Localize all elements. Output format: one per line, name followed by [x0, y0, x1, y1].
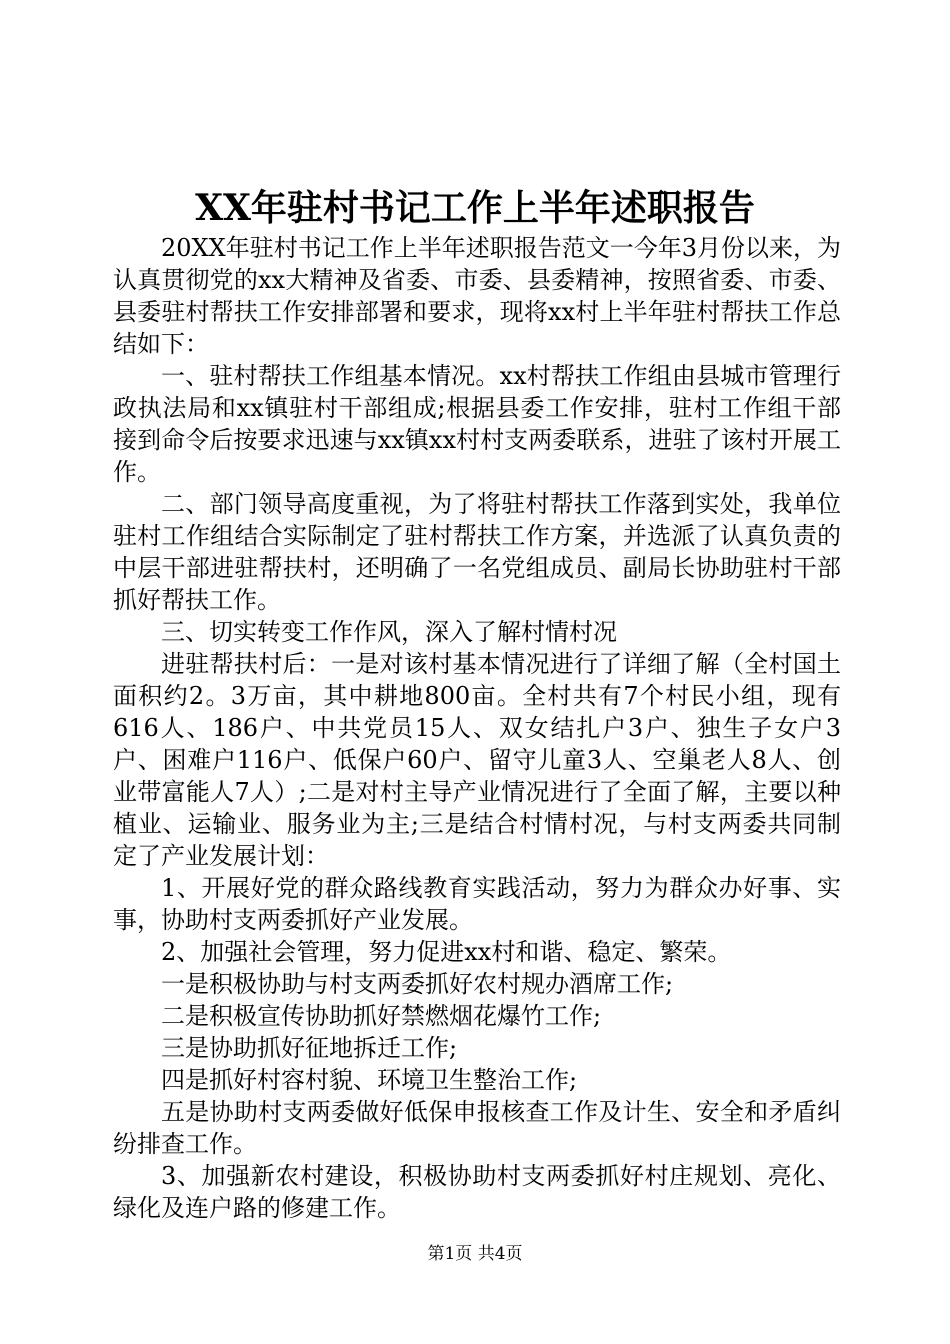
paragraph-section-1: 一、驻村帮扶工作组基本情况。xx村帮扶工作组由县城市管理行政执法局和xx镇驻村干部组成;根据县委工作安排，驻村工作组干部接到命令后按要求迅速与xx镇xx村村支两委联系，进驻了该村开展工作。 — [113, 362, 841, 486]
page-number-footer: 第1页 共4页 — [427, 1244, 523, 1264]
document-body — [113, 232, 841, 1224]
paragraph-sub-item-4: 四是抓好村容村貌、环境卫生整治工作; — [161, 1066, 578, 1094]
paragraph-sub-item-3: 三是协助抓好征地拆迁工作; — [161, 1034, 458, 1062]
paragraph-sub-item-1: 一是积极协助与村支两委抓好农村规办酒席工作; — [161, 970, 674, 998]
paragraph-sub-item-5: 五是协助村支两委做好低保申报核查工作及计生、安全和矛盾纠纷排查工作。 — [113, 1098, 841, 1158]
paragraph-sub-item-2: 二是积极宣传协助抓好禁燃烟花爆竹工作; — [161, 1002, 602, 1030]
paragraph-village-situation: 进驻帮扶村后：一是对该村基本情况进行了详细了解（全村国土面积约2。3万亩，其中耕地800亩。全村共有7个村民小组，现有616人、186户、中共党员15人、双女结扎户3户、独生子女户3户、困难户116户、低保户60户、留守儿童3人、空巢老人8人、创业带富能人7人）;二是对村主导产业情况进行了全面了解，主要以种植业、运输业、服务业为主;三是结合村情村况，与村支两委共同制定了产业发展计划： — [113, 650, 841, 870]
paragraph-item-3: 3、加强新农村建设，积极协助村支两委抓好村庄规划、亮化、绿化及连户路的修建工作。 — [113, 1162, 841, 1222]
paragraph-intro: 20XX年驻村书记工作上半年述职报告范文一今年3月份以来，为认真贯彻党的xx大精神及省委、市委、县委精神，按照省委、市委、县委驻村帮扶工作安排部署和要求，现将xx村上半年驻村帮扶工作总结如下： — [113, 234, 841, 358]
document-title: XX年驻村书记工作上半年述职报告 — [195, 187, 755, 229]
paragraph-section-3-heading: 三、切实转变工作作风，深入了解村情村况 — [161, 618, 617, 646]
paragraph-item-1: 1、开展好党的群众路线教育实践活动，努力为群众办好事、实事，协助村支两委抓好产业发展。 — [113, 874, 841, 934]
paragraph-section-2: 二、部门领导高度重视，为了将驻村帮扶工作落到实处，我单位驻村工作组结合实际制定了驻村帮扶工作方案，并选派了认真负责的中层干部进驻帮扶村，还明确了一名党组成员、副局长协助驻村干部抓好帮扶工作。 — [113, 490, 841, 614]
paragraph-item-2: 2、加强社会管理，努力促进xx村和谐、稳定、繁荣。 — [161, 938, 732, 966]
